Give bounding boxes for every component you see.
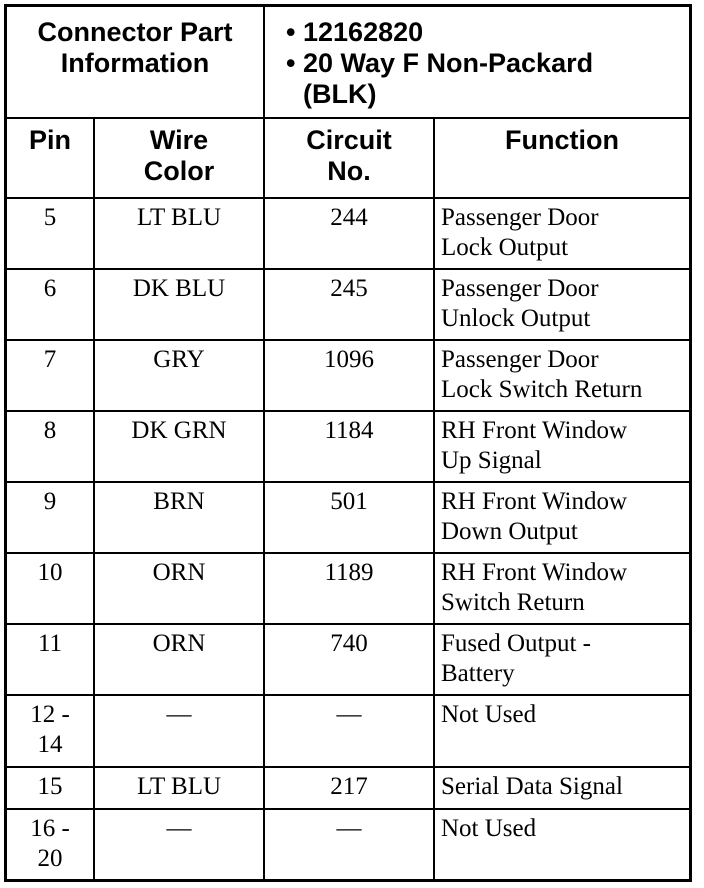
connector-info-values — [264, 7, 689, 118]
col-header-function — [434, 118, 689, 198]
function-line2: Unlock Output — [441, 305, 591, 332]
pin-cell: 15 — [7, 767, 94, 809]
connector-info-label-line2: Information — [60, 48, 210, 78]
function-line1: RH Front Window — [441, 417, 628, 444]
function-cell — [434, 695, 689, 767]
circuit-cell: 1096 — [264, 340, 434, 411]
wire-color-cell: LT BLU — [94, 767, 264, 809]
connector-pinout-table — [7, 7, 689, 879]
table-row — [7, 198, 689, 269]
col-header-circuit-line1: Circuit — [306, 125, 392, 155]
col-header-wire-color-line1: Wire — [149, 125, 209, 155]
function-line1: Not Used — [441, 701, 537, 728]
pin-cell: 11 — [7, 624, 94, 695]
function-line2: Lock Output — [441, 234, 569, 261]
connector-description: • 20 Way F Non-Packard — [303, 48, 689, 79]
function-line1: Fused Output - — [441, 630, 591, 657]
table-row — [7, 482, 689, 553]
pin-cell: 8 — [7, 411, 94, 482]
table-row — [7, 809, 689, 879]
circuit-cell: 740 — [264, 624, 434, 695]
col-header-wire-color-line2: Color — [143, 156, 215, 186]
col-header-wire-color — [94, 118, 264, 198]
table-row — [7, 411, 689, 482]
function-line1: Serial Data Signal — [441, 773, 623, 800]
col-header-pin-label: Pin — [28, 125, 71, 155]
pin-cell — [7, 695, 94, 767]
pin-range-start: 16 - — [30, 815, 70, 842]
connector-color: (BLK) — [303, 79, 377, 109]
pin-cell: 5 — [7, 198, 94, 269]
col-header-circuit — [264, 118, 434, 198]
pin-cell — [7, 809, 94, 879]
function-line1: RH Front Window — [441, 488, 628, 515]
function-cell — [434, 767, 689, 809]
function-line1: Passenger Door — [441, 204, 599, 231]
col-header-circuit-line2: No. — [327, 156, 371, 186]
pin-cell: 7 — [7, 340, 94, 411]
table-row — [7, 269, 689, 340]
col-header-function-label: Function — [505, 125, 619, 155]
table-row — [7, 553, 689, 624]
wire-color-cell: LT BLU — [94, 198, 264, 269]
wire-color-cell: BRN — [94, 482, 264, 553]
wire-color-cell: GRY — [94, 340, 264, 411]
function-cell — [434, 482, 689, 553]
function-cell — [434, 553, 689, 624]
function-line2: Switch Return — [441, 589, 585, 616]
function-cell — [434, 411, 689, 482]
wire-color-cell: ORN — [94, 553, 264, 624]
connector-info-label — [7, 7, 264, 118]
table-row — [7, 340, 689, 411]
column-header-row — [7, 118, 689, 198]
pin-cell: 9 — [7, 482, 94, 553]
circuit-cell: 217 — [264, 767, 434, 809]
circuit-cell: 1184 — [264, 411, 434, 482]
function-line2: Up Signal — [441, 447, 542, 474]
circuit-cell: 244 — [264, 198, 434, 269]
table-row — [7, 624, 689, 695]
function-cell — [434, 340, 689, 411]
function-line1: RH Front Window — [441, 559, 628, 586]
pin-range-start: 12 - — [30, 701, 70, 728]
pin-cell: 10 — [7, 553, 94, 624]
function-line2: Battery — [441, 660, 515, 687]
function-line1: Passenger Door — [441, 275, 599, 302]
function-cell — [434, 809, 689, 879]
function-line1: Not Used — [441, 815, 537, 842]
table-row — [7, 767, 689, 809]
wire-color-cell: — — [94, 809, 264, 879]
function-cell — [434, 269, 689, 340]
part-number: • 12162820 — [303, 17, 689, 48]
circuit-cell: 1189 — [264, 553, 434, 624]
wire-color-cell: ORN — [94, 624, 264, 695]
connector-info-row — [7, 7, 689, 118]
pin-range-end: 20 — [37, 845, 63, 872]
col-header-pin — [7, 118, 94, 198]
function-line1: Passenger Door — [441, 346, 599, 373]
circuit-cell: 501 — [264, 482, 434, 553]
connector-info-label-line1: Connector Part — [37, 17, 233, 47]
function-cell — [434, 624, 689, 695]
wire-color-cell: DK GRN — [94, 411, 264, 482]
function-cell — [434, 198, 689, 269]
circuit-cell: 245 — [264, 269, 434, 340]
circuit-cell: — — [264, 695, 434, 767]
wire-color-cell: — — [94, 695, 264, 767]
wire-color-cell: DK BLU — [94, 269, 264, 340]
pin-cell: 6 — [7, 269, 94, 340]
connector-table-frame — [4, 4, 692, 882]
function-line2: Lock Switch Return — [441, 376, 643, 403]
circuit-cell: — — [264, 809, 434, 879]
table-row — [7, 695, 689, 767]
pin-range-end: 14 — [37, 731, 63, 758]
function-line2: Down Output — [441, 518, 578, 545]
